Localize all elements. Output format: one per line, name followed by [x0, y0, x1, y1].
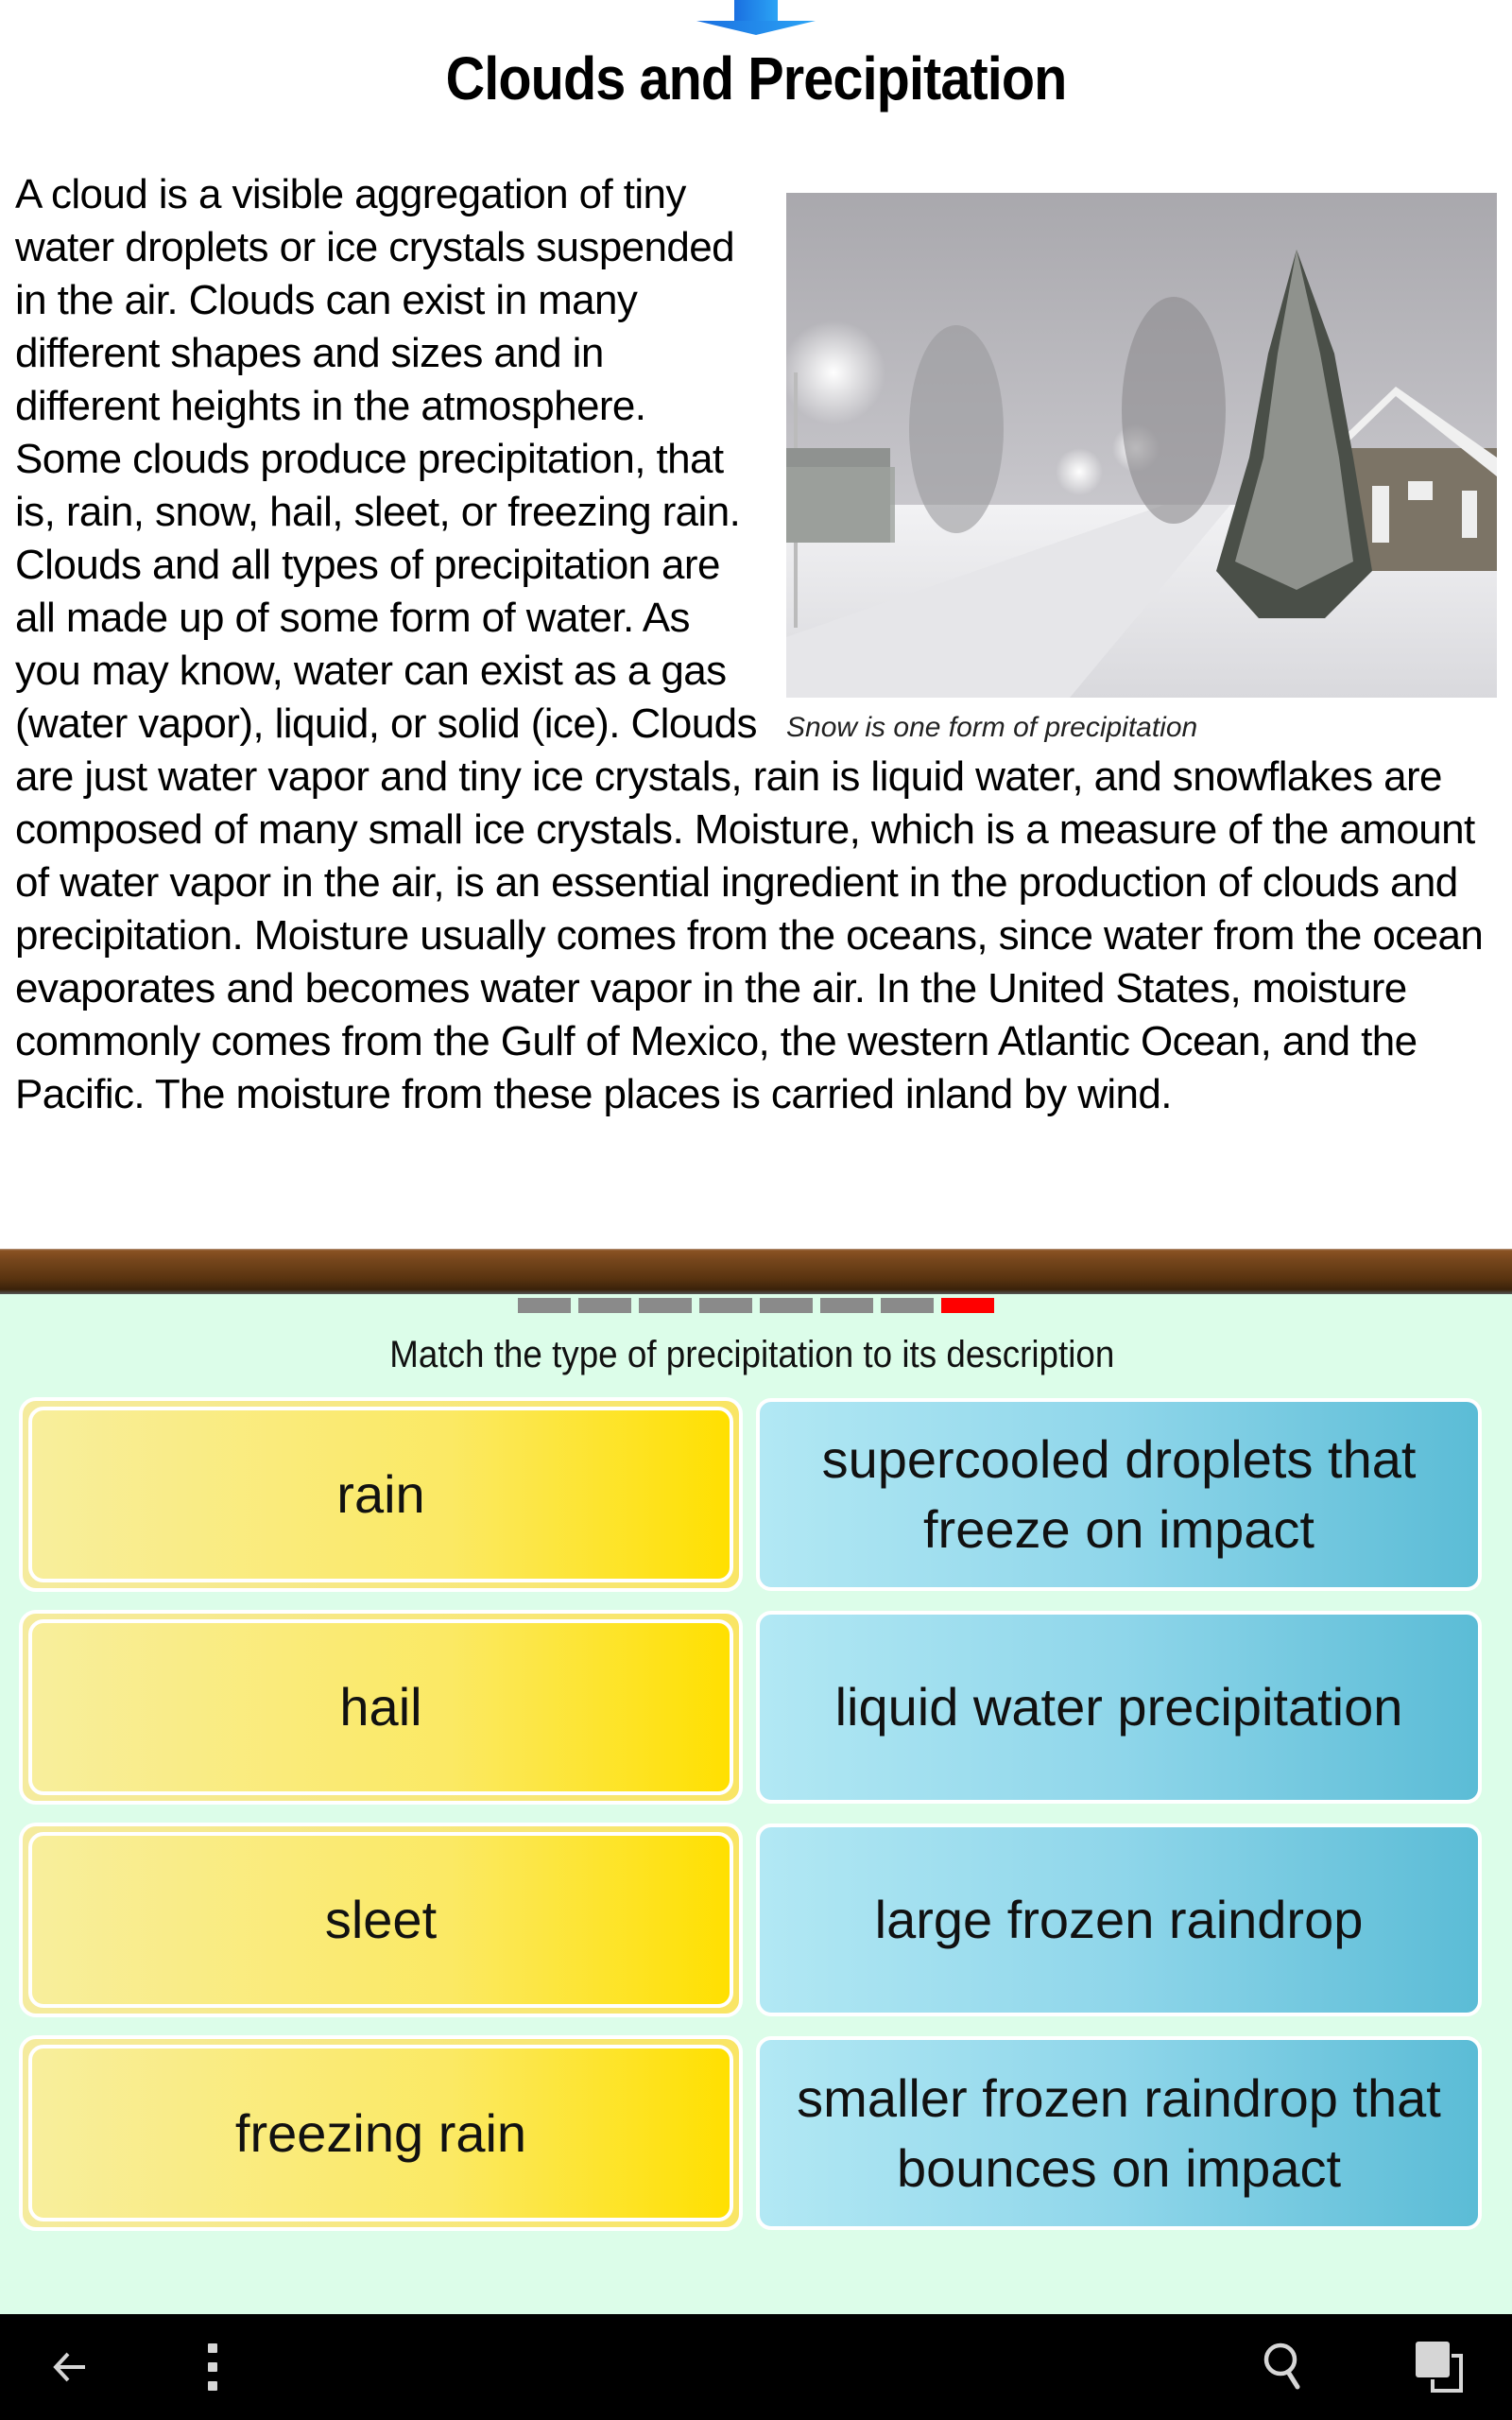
quiz-instruction: Match the type of precipitation to its description [389, 1334, 1115, 1375]
term-label: sleet [324, 1890, 438, 1949]
description-card-1[interactable] [756, 1398, 1482, 1591]
progress-segment-1 [518, 1298, 571, 1313]
term-label: rain [336, 1464, 425, 1524]
description-label: supercooled droplets that freeze on impact [821, 1429, 1417, 1559]
recent-apps-button[interactable] [1412, 2339, 1469, 2395]
term-card-rain[interactable] [19, 1397, 743, 1592]
recent-apps-icon [1414, 2340, 1467, 2394]
description-label: liquid water precipitation [834, 1677, 1403, 1737]
term-card-freezing-rain[interactable] [19, 2035, 743, 2231]
progress-segment-4 [699, 1298, 752, 1313]
system-navigation-bar [0, 2314, 1512, 2420]
term-card-hail[interactable] [19, 1610, 743, 1805]
article-body: A cloud is a visible aggregation of tiny water droplets or ice crystals suspended in the air. Clouds can exist in many different shapes and sizes and in different heights in the atmosphere. Some clouds produce precipitation, that is, rain, snow, hail, sleet, or freezing rain. Clouds and all types of precipitation are all made up of some form of water. As you may know, water can exist as a gas (water vapor), liquid, or solid (ice). Clouds are just water vapor and tiny ice crystals, rain is liquid water, and snowflakes are composed of many small ice crystals. Moisture, which is a measure of the amount of water vapor in the air, is an essential ingredient in the production of clouds and precipitation. Moisture usually comes from the oceans, since water from the ocean evaporates and becomes water vapor in the air. In the United States, moisture commonly comes from the Gulf of Mexico, the western Atlantic Ocean, and the Pacific. The moisture from these places is carried inland by wind. [15, 171, 1484, 1117]
description-label: smaller frozen raindrop that bounces on impact [797, 2067, 1441, 2198]
snow-scene-image [786, 193, 1497, 698]
search-icon [1263, 2342, 1304, 2393]
back-button[interactable] [42, 2339, 98, 2395]
overflow-menu-button[interactable] [184, 2339, 241, 2395]
description-label: large frozen raindrop [874, 1890, 1364, 1949]
page-title: Clouds and Precipitation [445, 44, 1067, 112]
description-card-2[interactable] [756, 1611, 1482, 1804]
progress-segment-8-current [941, 1298, 994, 1313]
search-button[interactable] [1255, 2339, 1312, 2395]
progress-segment-3 [639, 1298, 692, 1313]
section-divider [0, 1249, 1512, 1294]
progress-segment-2 [578, 1298, 631, 1313]
term-label: freezing rain [234, 2102, 527, 2163]
progress-indicator [518, 1298, 994, 1313]
overflow-menu-icon [206, 2343, 219, 2391]
article [15, 168, 1497, 1121]
matching-quiz [0, 1294, 1512, 2314]
arrow-down-icon[interactable] [695, 0, 817, 36]
back-arrow-icon [51, 2348, 89, 2386]
description-card-3[interactable] [756, 1824, 1482, 2016]
term-card-sleet[interactable] [19, 1823, 743, 2017]
term-label: hail [339, 1677, 422, 1737]
progress-segment-6 [820, 1298, 873, 1313]
progress-segment-7 [881, 1298, 934, 1313]
figure [786, 193, 1497, 747]
progress-segment-5 [760, 1298, 813, 1313]
figure-caption: Snow is one form of precipitation [786, 712, 1198, 743]
description-card-4[interactable] [756, 2036, 1482, 2230]
